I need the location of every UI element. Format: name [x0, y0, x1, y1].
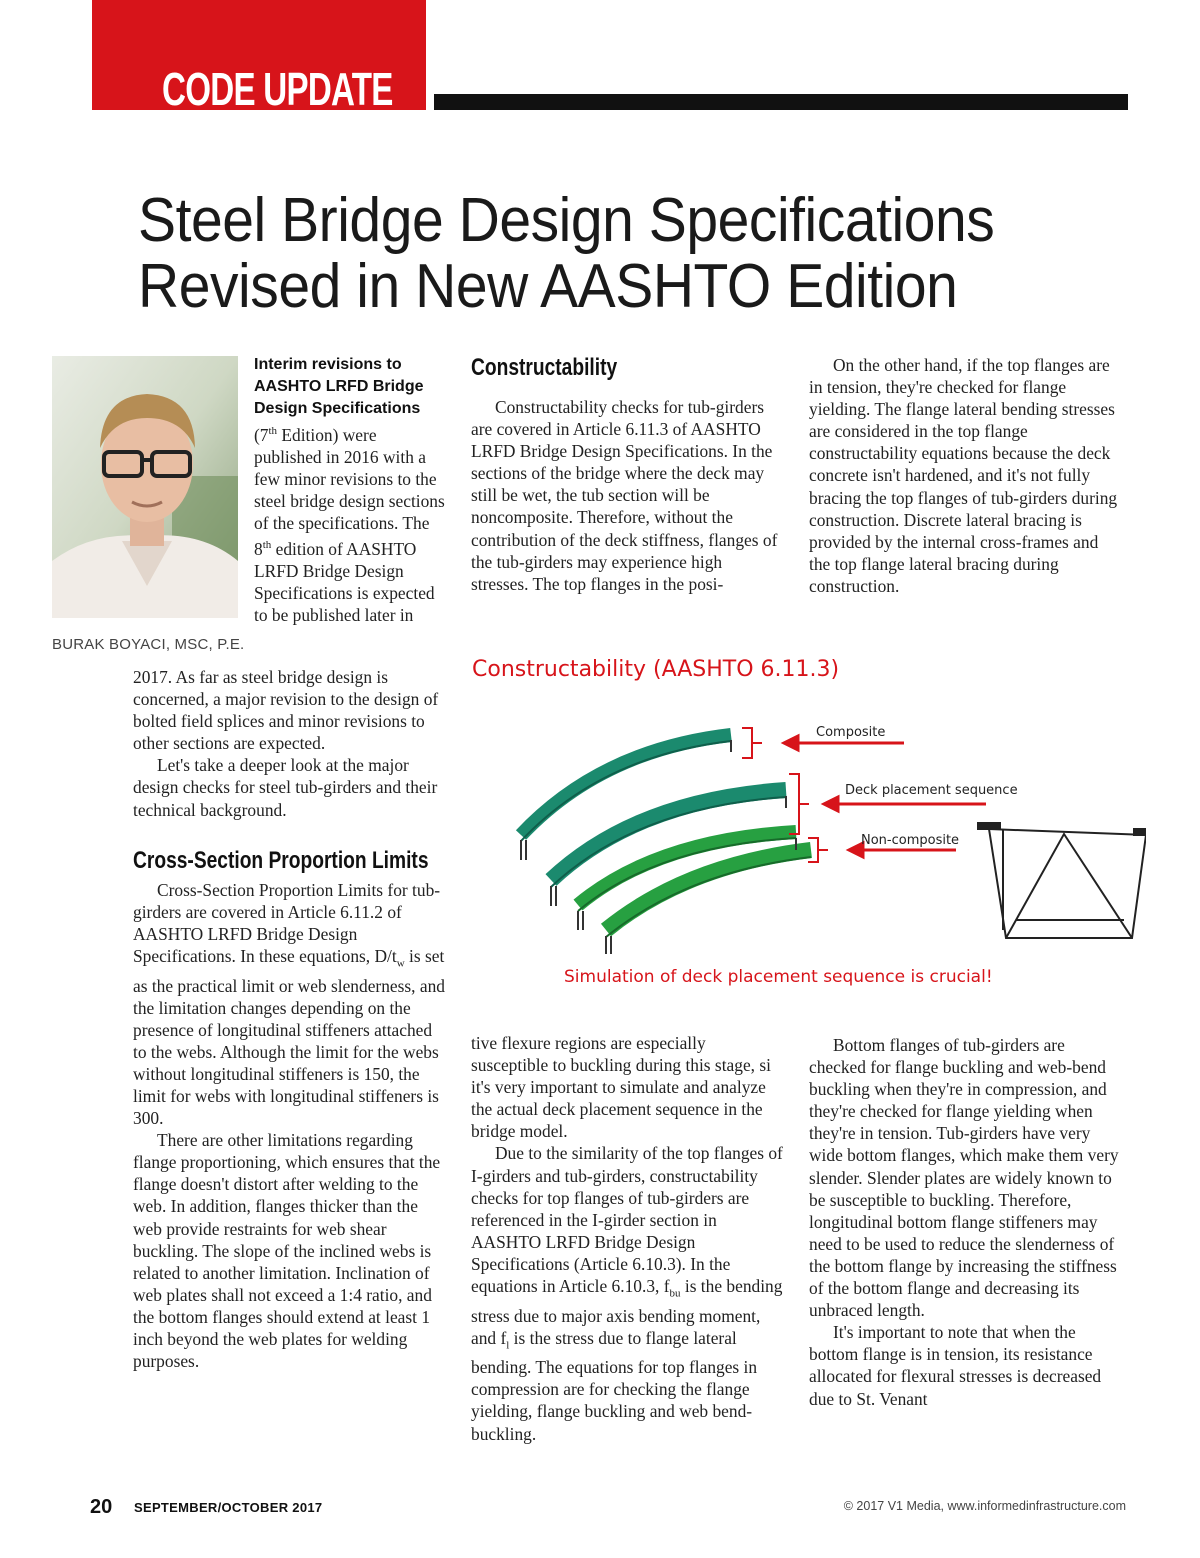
bottom-flange-paragraph: Bottom flanges of tub-girders are checked for flange buckling and web-bend buckling when they're in compression, and they're checked for flange yielding when they're in tension. Tub-girders have very wide bottom flanges, which make them very slender. Slender plates are widely known to be susceptible to buckling. Therefore, longitudinal bottom flange stiffeners may need to be used to reduce the slenderness of the bottom flange by increasing the stiffness of the bottom flange and decreasing its unbraced length. — [809, 1035, 1119, 1321]
tub-section-drawing — [978, 823, 1146, 938]
column-3-bottom — [809, 1034, 1121, 1410]
header-rule — [434, 94, 1128, 110]
lead-intro-narrow — [254, 354, 446, 626]
tension-paragraph: On the other hand, if the top flanges are in tension, they're checked for flange yielding. The flange lateral bending stresses are considered in the top flange constructability equations because the deck concrete isn't hardened, and it's not fully bracing the top flanges of tub-girders during construction. Discrete lateral bracing is provided by the internal cross-frames and the top flange lateral bracing during construction. — [809, 355, 1118, 596]
cross-section-paragraph-2: There are other limitations regarding flange proportioning, which ensures that the flange doesn't distort after welding to the web. In addition, flanges thicker than the web provide restraints for web shear buckling. The slope of the inclined webs is related to another limitation. Inclination of web plates shall not exceed a 1:4 ratio, and the bottom flanges should extend at least 1 inch beyond the web plates for welding purposes. — [133, 1130, 441, 1372]
copyright-notice: © 2017 V1 Media, www.informedinfrastructure.com — [843, 1499, 1126, 1513]
column-2-bottom — [471, 1032, 783, 1445]
column-1 — [133, 666, 445, 1372]
article-title — [138, 188, 1098, 320]
constructability-figure — [466, 640, 1146, 1005]
label-deck-placement: Deck placement sequence — [845, 783, 1018, 798]
st-venant-paragraph: It's important to note that when the bottom flange is in tension, its resistance allocated for flexural stresses is decreased due to St. Venant — [809, 1322, 1102, 1409]
section-heading-cross-section: Cross-Section Proportion Limits — [133, 846, 429, 874]
constructability-paragraph-1-cont: tive flexure regions are especially susceptible to buckling during this stage, si it's very important to simulate and analyze the actual deck placement sequence in the bridge model. — [471, 1033, 771, 1142]
figure-title: Constructability (AASHTO 6.11.3) — [472, 657, 840, 682]
girder-diagram — [521, 735, 811, 954]
constructability-paragraph-2: Due to the similarity of the top flanges of I-girders and tub-girders, constructability checks for top flanges of tub-girders are referenced in the I-girder section in AASHTO LRFD Bridge Design Specifications (Article 6.10.3). In the equations in Article 6.10.3, $f_{bu}$ is the bending stress due to major axis bending moment, and $f_l$ is the stress due to flange lateral bending. The equations for top flanges in compression are for checking the flange yielding, flange buckling and web bend-buckling. — [471, 1143, 783, 1444]
section-label: CODE UPDATE — [162, 63, 393, 115]
lead-paragraph-top: (7th Edition) were published in 2016 with a few minor revisions to the steel bridge design sections of the specifications. The 8th edition of AASHTO LRFD Bridge Design Specifications is expected to be published later in — [254, 424, 445, 626]
lead-paragraph-2: Let's take a deeper look at the major design checks for steel tub-girders and their technical background. — [133, 755, 438, 820]
section-heading-constructability: Constructability — [471, 354, 618, 381]
title-line-2: Revised in New AASHTO Edition — [138, 252, 958, 321]
column-3-top — [809, 354, 1121, 597]
figure-caption: Simulation of deck placement sequence is crucial! — [564, 967, 993, 987]
cross-section-paragraph-1: Cross-Section Proportion Limits for tub-girders are covered in Article 6.11.2 of AASHTO LRFD Bridge Design Specifications. In these equations, $D/t_w$ is set as the practical limit or web slenderness, and the limitation changes depending on the presence of longitudinal stiffeners attached to the webs. Although the limit for the webs without longitudinal stiffeners is 150, the limit for webs with longitudinal stiffeners is 300. — [133, 879, 445, 1129]
lead-bold: Interim revisions to AASHTO LRFD Bridge Design Specifications — [254, 356, 424, 417]
title-line-1: Steel Bridge Design Specifications — [138, 186, 995, 255]
label-composite: Composite — [816, 725, 886, 740]
author-photo — [52, 356, 238, 618]
label-non-composite: Non-composite — [861, 833, 960, 848]
author-caption: BURAK BOYACI, MSC, P.E. — [52, 636, 245, 653]
constructability-paragraph-1: Constructability checks for tub-girders are covered in Article 6.11.3 of AASHTO LRFD Bridge Design Specifications. In the sections of the bridge where the deck may still be wet, the tub section will be noncomposite. Therefore, without the contribution of the deck stiffness, flanges of the tub-girders may experience high stresses. The top flanges in the posi- — [471, 397, 778, 594]
issue-date: SEPTEMBER/OCTOBER 2017 — [134, 1500, 323, 1515]
lead-paragraph-rest: 2017. As far as steel bridge design is concerned, a major revision to the design of bolted field splices and minor revisions to other sections are expected. — [133, 667, 439, 754]
column-2-top — [471, 354, 783, 595]
page-number: 20 — [90, 1496, 113, 1518]
